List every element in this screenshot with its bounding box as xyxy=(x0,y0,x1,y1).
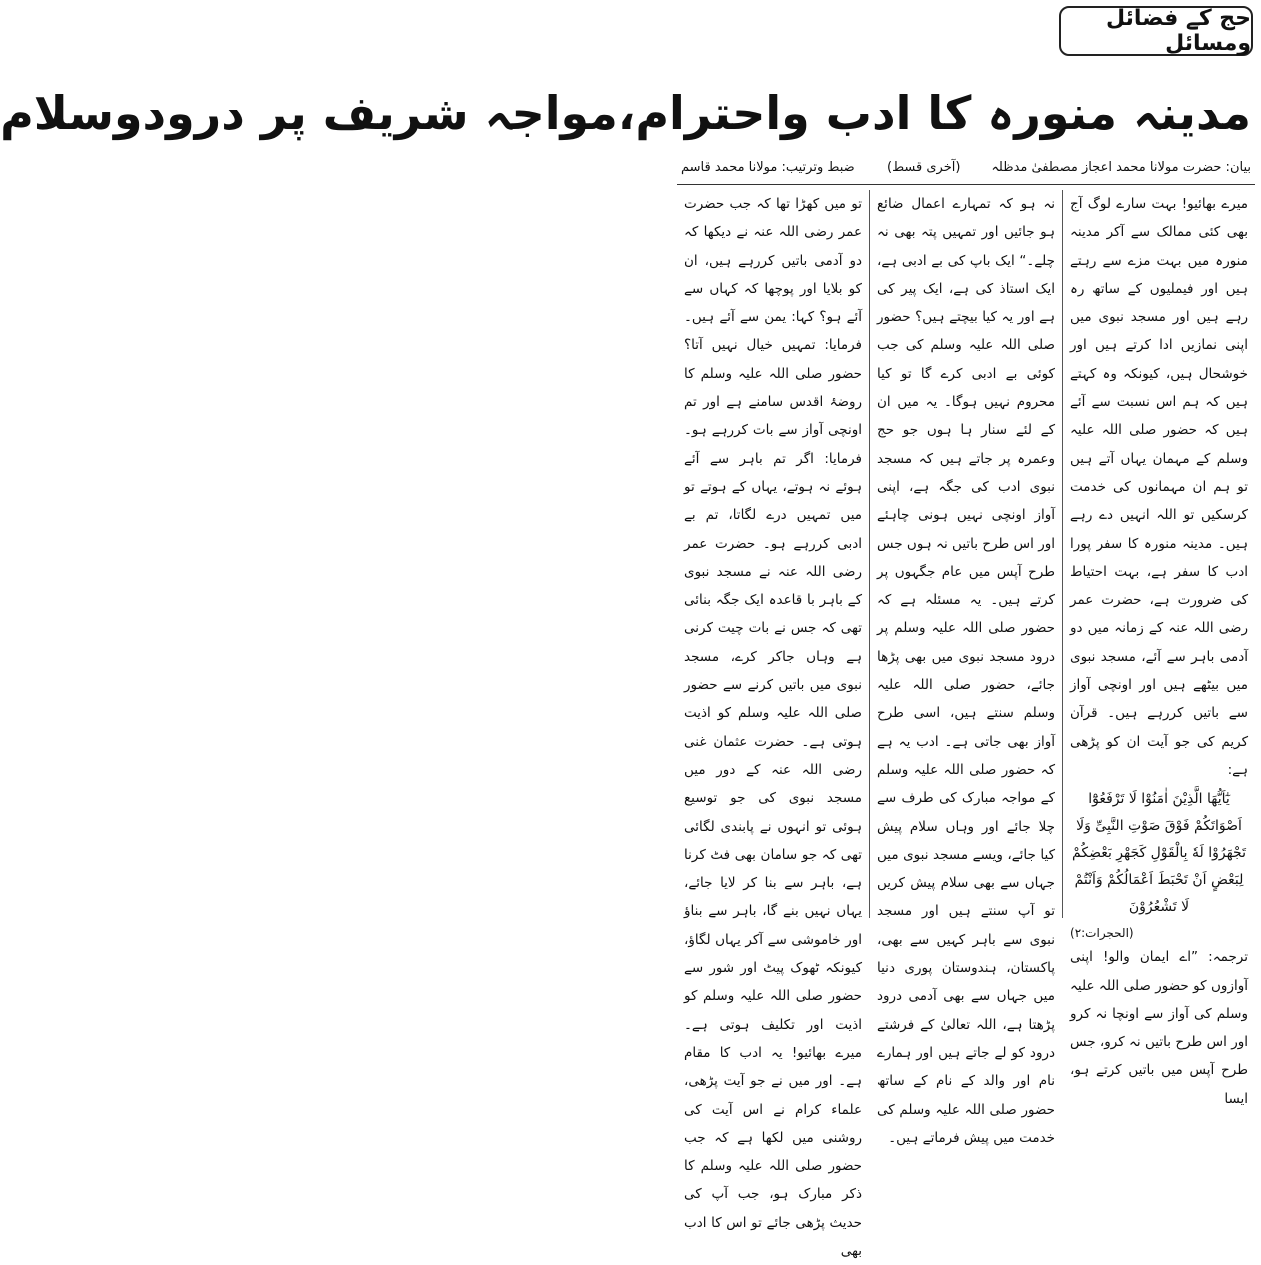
column-3 xyxy=(677,190,869,1259)
column-1 xyxy=(1063,190,1255,1107)
author-credit: بیان: حضرت مولانا محمد اعجاز مصطفیٰ مدظلہ xyxy=(991,160,1251,175)
column-1-text: میرے بھائیو! بہت سارے لوگ آج بھی کئی ممالک سے آکر مدینہ منورہ میں بہت مزے سے رہتے ہیں اور فیملیوں کے ساتھ رہ رہے ہیں اور مسجد نبوی میں اپنی نمازیں ادا کرتے ہیں اور خوشحال ہیں، کیونکہ وہ کہتے ہیں کہ ہم اس نسبت سے آئے ہیں کہ حضور صلی اللہ علیہ وسلم کے مہمان یہاں آتے ہیں تو ہم ان مہمانوں کی خدمت کرسکیں تو اللہ انہیں دے رہے ہیں۔ مدینہ منورہ کا سفر پورا ادب کا سفر ہے، بہت احتیاط کی ضرورت ہے، حضرت عمر رضی اللہ عنہ کے زمانہ میں دو آدمی باہر سے آئے، مسجد نبوی میں بیٹھے ہیں اور اونچی آواز سے باتیں کررہے ہیں۔ قرآن کریم کی جو آیت ان کو پڑھی ہے: xyxy=(1070,196,1248,778)
article-title: مدینہ منورہ کا ادب واحترام،مواجہ شریف پر درودوسلام xyxy=(0,86,1251,140)
series-box xyxy=(1059,6,1253,56)
column-divider xyxy=(869,190,870,918)
article-columns xyxy=(677,190,1255,1259)
installment-label: (آخری قسط) xyxy=(887,160,961,175)
byline xyxy=(677,160,1255,182)
translation-text: ترجمہ: ”اے ایمان والو! اپنی آوازوں کو حضور صلی اللہ علیہ وسلم کی آواز سے اونچا نہ کرو اور اس طرح باتیں نہ کرو، جس طرح آپس میں باتیں کرتے ہو، ایسا xyxy=(1070,949,1248,1107)
verse-reference: (الحجرات:۲) xyxy=(1070,926,1134,941)
series-label: حج کے فضائل ومسائل xyxy=(1106,6,1251,56)
column-3-text: تو میں کھڑا تھا کہ جب حضرت عمر رضی اللہ عنہ نے دیکھا کہ دو آدمی باتیں کررہے ہیں، ان کو بلایا اور پوچھا کہ کہاں سے آئے ہو؟ کہا: یمن سے آئے ہیں۔ فرمایا: تمہیں خیال نہیں آتا؟ حضور صلی اللہ علیہ وسلم کا روضۂ اقدس سامنے ہے اور تم اونچی آواز سے بات کررہے ہو۔ فرمایا: اگر تم باہر سے آئے ہوئے نہ ہوتے، یہاں کے ہوتے تو میں تمہیں درے لگاتا، تم بے ادبی کررہے ہو۔ حضرت عمر رضی اللہ عنہ نے مسجد نبوی کے باہر با قاعدہ ایک جگہ بنائی تھی کہ جس نے بات چیت کرنی ہے وہاں جاکر کرے، مسجد نبوی میں باتیں کرنے سے حضور صلی اللہ علیہ وسلم کو اذیت ہوتی ہے۔ حضرت عثمان غنی رضی اللہ عنہ کے دور میں مسجد نبوی کی جو توسیع ہوئی تو انہوں نے پابندی لگائی تھی کہ جو سامان بھی فٹ کرنا ہے، باہر سے بنا کر لایا جائے، یہاں نہیں بنے گا، باہر سے بناؤ اور خاموشی سے آکر یہاں لگاؤ، کیونکہ ٹھوک پیٹ اور شور سے حضور صلی اللہ علیہ وسلم کو اذیت اور تکلیف ہوتی ہے۔ میرے بھائیو! یہ ادب کا مقام ہے۔ اور میں نے جو آیت پڑھی، علماء کرام نے اس آیت کی روشنی میں لکھا ہے کہ جب حضور صلی اللہ علیہ وسلم کا ذکر مبارک ہو، جب آپ کی حدیث پڑھی جائے تو اس کا ادب بھی xyxy=(684,196,862,1259)
column-2-text: نہ ہو کہ تمہارے اعمال ضائع ہو جائیں اور تمہیں پتہ بھی نہ چلے۔“ ایک باپ کی بے ادبی ہے، ایک استاذ کی ہے، ایک پیر کی ہے اور یہ کیا بیچتے ہیں؟ حضور صلی اللہ علیہ وسلم کی جب کوئی بے ادبی کرے گا تو کیا محروم نہیں ہوگا۔ یہ میں ان کے لئے سنار ہا ہوں جو حج وعمرہ پر جاتے ہیں کہ مسجد نبوی ادب کی جگہ ہے، اپنی آواز اونچی نہیں ہونی چاہئے اور اس طرح باتیں نہ ہوں جس طرح آپس میں عام جگہوں پر کرتے ہیں۔ یہ مسئلہ ہے کہ حضور صلی اللہ علیہ وسلم پر درود مسجد نبوی میں بھی پڑھا جائے، حضور صلی اللہ علیہ وسلم سنتے ہیں، اسی طرح آواز بھی جاتی ہے۔ ادب یہ ہے کہ حضور صلی اللہ علیہ وسلم کے مواجہ مبارک کی طرف سے چلا جائے اور وہاں سلام پیش کیا جائے، ویسے مسجد نبوی میں جہاں سے بھی سلام پیش کریں تو آپ سنتے ہیں اور مسجد نبوی سے باہر کہیں سے بھی، پاکستان، ہندوستان پوری دنیا میں جہاں سے بھی آدمی درود پڑھتا ہے، اللہ تعالیٰ کے فرشتے درود کو لے جاتے ہیں اور ہمارے نام اور والد کے نام کے ساتھ حضور صلی اللہ علیہ وسلم کی خدمت میں پیش فرماتے ہیں۔ xyxy=(877,196,1055,1146)
compiler-credit: ضبط وترتیب: مولانا محمد قاسم xyxy=(681,160,855,175)
column-2 xyxy=(870,190,1062,1146)
byline-rule xyxy=(677,184,1255,185)
column-divider xyxy=(1062,190,1063,918)
quran-verse: یٰٓاَیُّهَا الَّذِیْنَ اٰمَنُوْا لَا تَرْفَعُوْٓا اَصْوَاتَكُمْ فَوْقَ صَوْتِ النَّبِیِّ وَلَا تَجْهَرُوْا لَهٗ بِالْقَوْلِ كَجَهْرِ بَعْضِكُمْ لِبَعْضٍ اَنْ تَحْبَطَ اَعْمَالُكُمْ وَاَنْتُمْ لَا تَشْعُرُوْنَ xyxy=(1072,791,1246,916)
